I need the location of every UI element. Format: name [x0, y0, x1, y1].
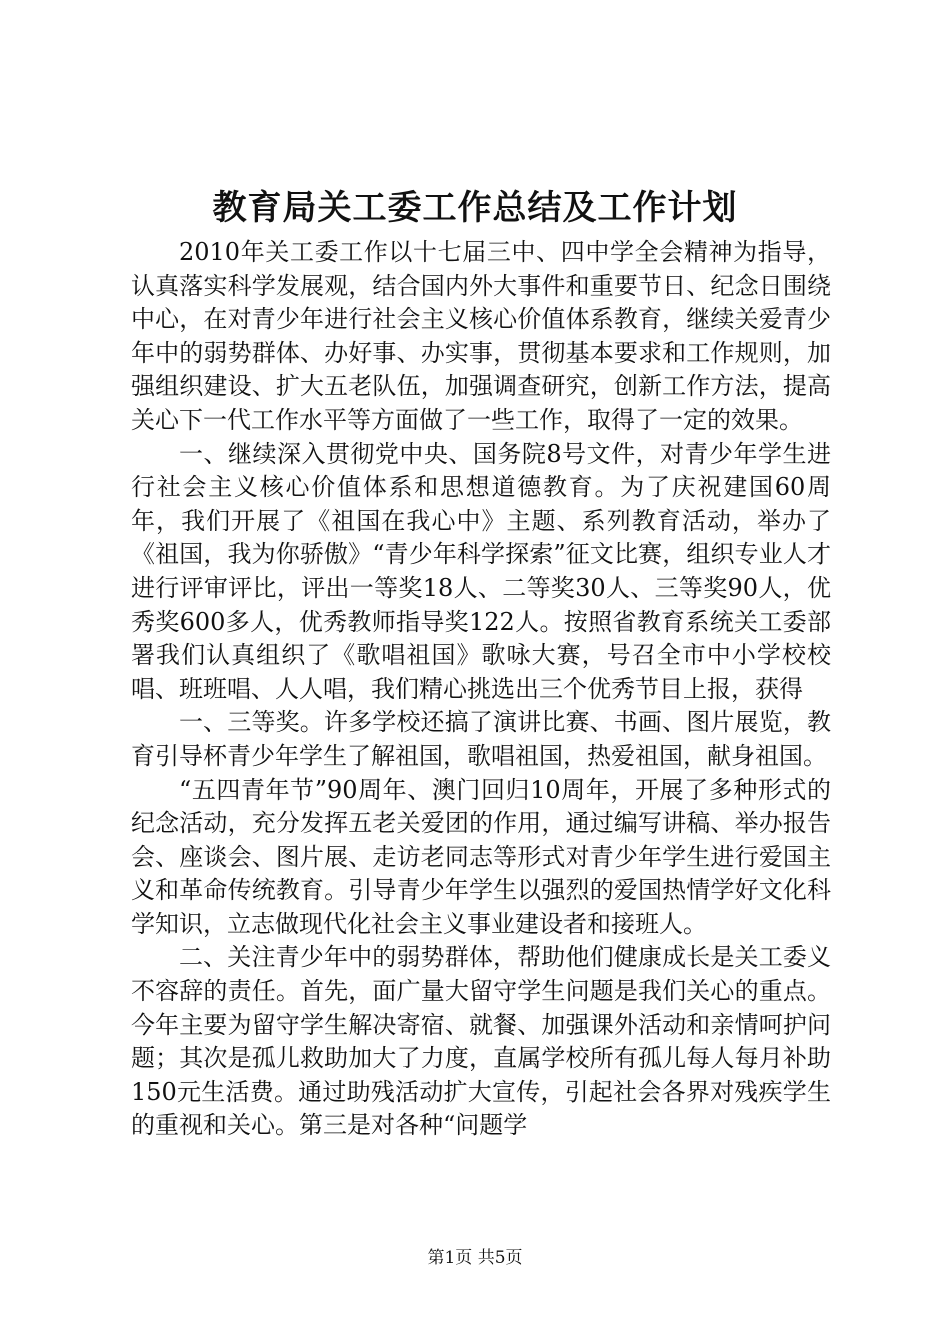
page-number-footer: 第1页 共5页 — [427, 1248, 523, 1268]
document-title: 教育局关工委工作总结及工作计划 — [212, 188, 738, 228]
paragraph-awards: 一、三等奖。许多学校还搞了演讲比赛、书画、图片展览，教育引导杯青少年学生了解祖国，歌唱祖国，热爱祖国，献身祖国。 — [131, 708, 831, 770]
paragraph-section-2: 二、关注青少年中的弱势群体，帮助他们健康成长是关工委义不容辞的责任。首先，面广量大留守学生问题是我们关心的重点。今年主要为留守学生解决寄宿、就餐、加强课外活动和亲情呵护问题；其次是孤儿救助加大了力度，直属学校所有孤儿每人每月补助150元生活费。通过助残活动扩大宣传，引起社会各界对残疾学生的重视和关心。第三是对各种“问题学 — [131, 943, 831, 1140]
document-body — [131, 236, 831, 1143]
paragraph-commemoration: “五四青年节”90周年、澳门回归10周年，开展了多种形式的纪念活动，充分发挥五老关爱团的作用，通过编写讲稿、举办报告会、座谈会、图片展、走访老同志等形式对青少年学生进行爱国主义和革命传统教育。引导青少年学生以强烈的爱国热情学好文化科学知识，立志做现代化社会主义事业建设者和接班人。 — [131, 775, 831, 938]
paragraph-section-1: 一、继续深入贯彻党中央、国务院8号文件，对青少年学生进行社会主义核心价值体系和思想道德教育。为了庆祝建国60周年，我们开展了《祖国在我心中》主题、系列教育活动，举办了《祖国，我为你骄傲》“青少年科学探索”征文比赛，组织专业人才进行评审评比，评出一等奖18人、二等奖30人、三等奖90人，优秀奖600多人，优秀教师指导奖122人。按照省教育系统关工委部署我们认真组织了《歌唱祖国》歌咏大赛，号召全市中小学校校唱、班班唱、人人唱，我们精心挑选出三个优秀节目上报，获得 — [131, 439, 831, 703]
paragraph-intro: 2010年关工委工作以十七届三中、四中学全会精神为指导，认真落实科学发展观，结合国内外大事件和重要节日、纪念日围绕中心，在对青少年进行社会主义核心价值体系教育，继续关爱青少年中的弱势群体、办好事、办实事，贯彻基本要求和工作规则，加强组织建设、扩大五老队伍，加强调查研究，创新工作方法，提高关心下一代工作水平等方面做了一些工作，取得了一定的效果。 — [131, 238, 831, 434]
